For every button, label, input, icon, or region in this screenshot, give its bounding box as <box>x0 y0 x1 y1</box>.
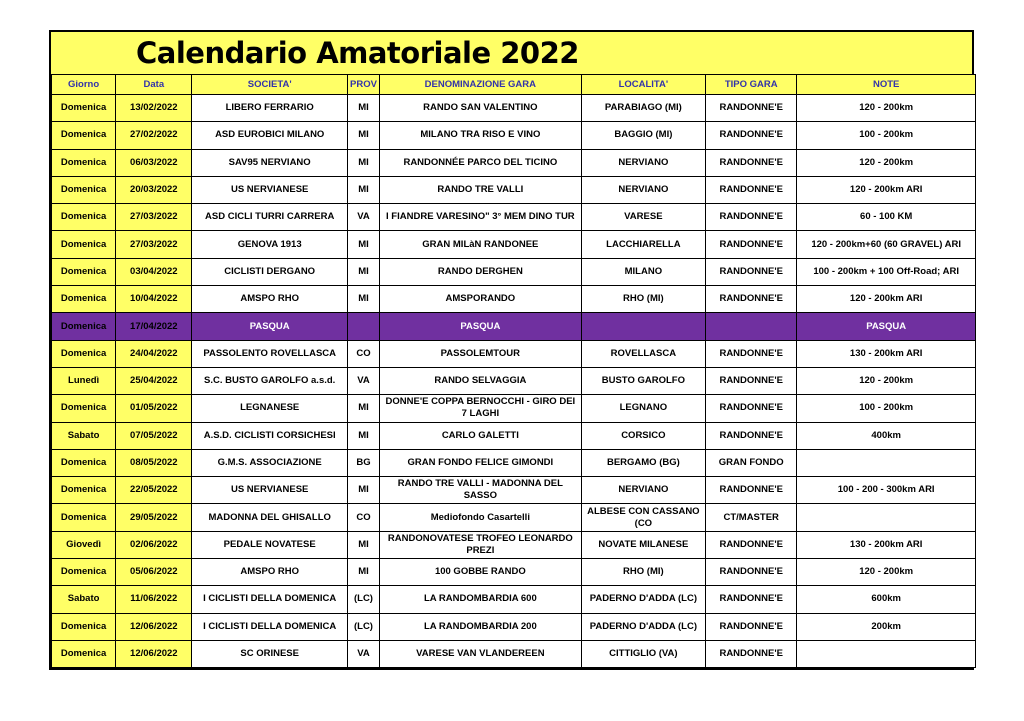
cell-day: Domenica <box>52 477 116 504</box>
table-row <box>52 313 976 340</box>
cell-day: Domenica <box>52 95 116 122</box>
table-row <box>52 586 976 613</box>
cell-prov: MI <box>347 531 379 558</box>
header-localita: LOCALITA' <box>581 75 705 95</box>
cell-tipo-gara: CT/MASTER <box>706 504 797 531</box>
cell-date: 20/03/2022 <box>116 176 192 203</box>
cell-localita: RHO (MI) <box>581 286 705 313</box>
cell-note: PASQUA <box>797 313 976 340</box>
cell-date: 24/04/2022 <box>116 340 192 367</box>
cell-localita: ROVELLASCA <box>581 340 705 367</box>
cell-localita: ALBESE CON CASSANO (CO <box>581 504 705 531</box>
cell-note: 100 - 200km + 100 Off-Road; ARI <box>797 258 976 285</box>
cell-date: 02/06/2022 <box>116 531 192 558</box>
cell-date: 07/05/2022 <box>116 422 192 449</box>
cell-day: Domenica <box>52 313 116 340</box>
cell-prov: MI <box>347 477 379 504</box>
cell-localita: PARABIAGO (MI) <box>581 95 705 122</box>
cell-societa: I CICLISTI DELLA DOMENICA <box>192 586 348 613</box>
header-societa: SOCIETA' <box>192 75 348 95</box>
table-row <box>52 95 976 122</box>
cell-prov: (LC) <box>347 613 379 640</box>
cell-day: Domenica <box>52 258 116 285</box>
cell-localita: LEGNANO <box>581 395 705 422</box>
table-row <box>52 176 976 203</box>
cell-day: Domenica <box>52 504 116 531</box>
cell-prov: CO <box>347 504 379 531</box>
cell-societa: LIBERO FERRARIO <box>192 95 348 122</box>
cell-tipo-gara: RANDONNE'E <box>706 586 797 613</box>
cell-prov: MI <box>347 231 379 258</box>
cell-denominazione: RANDO DERGHEN <box>380 258 582 285</box>
table-row <box>52 367 976 394</box>
cell-day: Domenica <box>52 449 116 476</box>
cell-societa: AMSPO RHO <box>192 559 348 586</box>
cell-localita: PADERNO D'ADDA (LC) <box>581 586 705 613</box>
cell-societa: PASSOLENTO ROVELLASCA <box>192 340 348 367</box>
cell-date: 10/04/2022 <box>116 286 192 313</box>
cell-note: 120 - 200km+60 (60 GRAVEL) ARI <box>797 231 976 258</box>
cell-tipo-gara: GRAN FONDO <box>706 449 797 476</box>
cell-day: Lunedì <box>52 367 116 394</box>
cell-tipo-gara: RANDONNE'E <box>706 477 797 504</box>
cell-prov: VA <box>347 204 379 231</box>
cell-tipo-gara: RANDONNE'E <box>706 149 797 176</box>
cell-date: 29/05/2022 <box>116 504 192 531</box>
cell-day: Domenica <box>52 231 116 258</box>
cell-societa: GENOVA 1913 <box>192 231 348 258</box>
cell-societa: PASQUA <box>192 313 348 340</box>
header-giorno: Giorno <box>52 75 116 95</box>
cell-denominazione: AMSPORANDO <box>380 286 582 313</box>
cell-localita: VARESE <box>581 204 705 231</box>
table-row <box>52 504 976 531</box>
cell-day: Sabato <box>52 586 116 613</box>
cell-date: 08/05/2022 <box>116 449 192 476</box>
cell-day: Domenica <box>52 640 116 667</box>
cell-day: Domenica <box>52 204 116 231</box>
cell-date: 12/06/2022 <box>116 640 192 667</box>
cell-day: Domenica <box>52 395 116 422</box>
cell-denominazione: MILANO TRA RISO E VINO <box>380 122 582 149</box>
cell-denominazione: DONNE'E COPPA BERNOCCHI - GIRO DEI 7 LAGHI <box>380 395 582 422</box>
cell-denominazione: LA RANDOMBARDIA 600 <box>380 586 582 613</box>
table-row <box>52 477 976 504</box>
cell-societa: AMSPO RHO <box>192 286 348 313</box>
cell-societa: G.M.S. ASSOCIAZIONE <box>192 449 348 476</box>
cell-note: 120 - 200km ARI <box>797 176 976 203</box>
cell-note: 120 - 200km ARI <box>797 286 976 313</box>
cell-prov: MI <box>347 122 379 149</box>
cell-prov <box>347 313 379 340</box>
cell-note: 120 - 200km <box>797 149 976 176</box>
cell-note: 100 - 200km <box>797 395 976 422</box>
cell-note: 130 - 200km ARI <box>797 531 976 558</box>
cell-denominazione: VARESE VAN VLANDEREEN <box>380 640 582 667</box>
cell-tipo-gara: RANDONNE'E <box>706 531 797 558</box>
cell-date: 25/04/2022 <box>116 367 192 394</box>
cell-societa: SAV95 NERVIANO <box>192 149 348 176</box>
cell-tipo-gara: RANDONNE'E <box>706 204 797 231</box>
cell-localita: NOVATE MILANESE <box>581 531 705 558</box>
cell-societa: S.C. BUSTO GAROLFO a.s.d. <box>192 367 348 394</box>
cell-prov: VA <box>347 367 379 394</box>
cell-societa: CICLISTI DERGANO <box>192 258 348 285</box>
cell-localita: BERGAMO (BG) <box>581 449 705 476</box>
cell-note <box>797 449 976 476</box>
page-title: Calendario Amatoriale 2022 <box>136 36 579 70</box>
header-data: Data <box>116 75 192 95</box>
cell-localita: CORSICO <box>581 422 705 449</box>
cell-prov: MI <box>347 286 379 313</box>
cell-date: 17/04/2022 <box>116 313 192 340</box>
table-row <box>52 395 976 422</box>
cell-tipo-gara: RANDONNE'E <box>706 422 797 449</box>
cell-note: 120 - 200km <box>797 367 976 394</box>
cell-denominazione: 100 GOBBE RANDO <box>380 559 582 586</box>
cell-tipo-gara: RANDONNE'E <box>706 176 797 203</box>
header-tipo-gara: TIPO GARA <box>706 75 797 95</box>
cell-note: 200km <box>797 613 976 640</box>
table-row <box>52 149 976 176</box>
cell-denominazione: PASQUA <box>380 313 582 340</box>
cell-tipo-gara: RANDONNE'E <box>706 258 797 285</box>
cell-prov: MI <box>347 176 379 203</box>
cell-tipo-gara: RANDONNE'E <box>706 613 797 640</box>
cell-denominazione: PASSOLEMTOUR <box>380 340 582 367</box>
cell-denominazione: RANDO SAN VALENTINO <box>380 95 582 122</box>
table-row <box>52 613 976 640</box>
cell-tipo-gara: RANDONNE'E <box>706 367 797 394</box>
cell-societa: US NERVIANESE <box>192 477 348 504</box>
table-row <box>52 122 976 149</box>
cell-date: 13/02/2022 <box>116 95 192 122</box>
cell-date: 22/05/2022 <box>116 477 192 504</box>
cell-date: 01/05/2022 <box>116 395 192 422</box>
cell-tipo-gara: RANDONNE'E <box>706 122 797 149</box>
cell-denominazione: CARLO GALETTI <box>380 422 582 449</box>
cell-prov: CO <box>347 340 379 367</box>
cell-tipo-gara <box>706 313 797 340</box>
cell-societa: LEGNANESE <box>192 395 348 422</box>
table-row <box>52 449 976 476</box>
cell-denominazione: LA RANDOMBARDIA 200 <box>380 613 582 640</box>
cell-day: Sabato <box>52 422 116 449</box>
title-bar <box>49 30 974 74</box>
cell-prov: MI <box>347 149 379 176</box>
table-row <box>52 286 976 313</box>
table-row <box>52 422 976 449</box>
cell-prov: VA <box>347 640 379 667</box>
cell-denominazione: RANDO SELVAGGIA <box>380 367 582 394</box>
cell-date: 11/06/2022 <box>116 586 192 613</box>
cell-tipo-gara: RANDONNE'E <box>706 95 797 122</box>
cell-denominazione: GRAN FONDO FELICE GIMONDI <box>380 449 582 476</box>
cell-note <box>797 504 976 531</box>
table-row <box>52 340 976 367</box>
cell-note: 120 - 200km <box>797 95 976 122</box>
cell-note: 60 - 100 KM <box>797 204 976 231</box>
cell-denominazione: RANDONOVATESE TROFEO LEONARDO PREZI <box>380 531 582 558</box>
cell-tipo-gara: RANDONNE'E <box>706 559 797 586</box>
cell-tipo-gara: RANDONNE'E <box>706 340 797 367</box>
cell-day: Domenica <box>52 340 116 367</box>
cell-prov: MI <box>347 395 379 422</box>
cell-note: 400km <box>797 422 976 449</box>
cell-date: 27/03/2022 <box>116 231 192 258</box>
table-row <box>52 204 976 231</box>
header-row <box>52 75 976 95</box>
cell-societa: ASD EUROBICI MILANO <box>192 122 348 149</box>
header-prov: PROV <box>347 75 379 95</box>
cell-note: 130 - 200km ARI <box>797 340 976 367</box>
cell-note: 100 - 200 - 300km ARI <box>797 477 976 504</box>
cell-prov: (LC) <box>347 586 379 613</box>
cell-note: 100 - 200km <box>797 122 976 149</box>
cell-date: 12/06/2022 <box>116 613 192 640</box>
cell-denominazione: I FIANDRE VARESINO" 3° MEM DINO TUR <box>380 204 582 231</box>
cell-societa: I CICLISTI DELLA DOMENICA <box>192 613 348 640</box>
cell-societa: ASD CICLI TURRI CARRERA <box>192 204 348 231</box>
cell-localita: NERVIANO <box>581 477 705 504</box>
calendar-sheet <box>49 30 974 670</box>
cell-prov: BG <box>347 449 379 476</box>
cell-prov: MI <box>347 422 379 449</box>
cell-prov: MI <box>347 258 379 285</box>
cell-localita: LACCHIARELLA <box>581 231 705 258</box>
cell-tipo-gara: RANDONNE'E <box>706 286 797 313</box>
cell-denominazione: RANDO TRE VALLI - MADONNA DEL SASSO <box>380 477 582 504</box>
cell-note <box>797 640 976 667</box>
cell-prov: MI <box>347 95 379 122</box>
cell-tipo-gara: RANDONNE'E <box>706 231 797 258</box>
cell-day: Domenica <box>52 613 116 640</box>
cell-denominazione: GRAN MILàN RANDONEE <box>380 231 582 258</box>
cell-localita: BUSTO GAROLFO <box>581 367 705 394</box>
cell-note: 600km <box>797 586 976 613</box>
cell-societa: SC ORINESE <box>192 640 348 667</box>
cell-date: 06/03/2022 <box>116 149 192 176</box>
cell-date: 27/03/2022 <box>116 204 192 231</box>
cell-localita <box>581 313 705 340</box>
table-row <box>52 640 976 667</box>
header-note: NOTE <box>797 75 976 95</box>
cell-day: Domenica <box>52 286 116 313</box>
cell-day: Domenica <box>52 559 116 586</box>
cell-day: Domenica <box>52 176 116 203</box>
cell-tipo-gara: RANDONNE'E <box>706 640 797 667</box>
cell-localita: NERVIANO <box>581 176 705 203</box>
cell-denominazione: RANDO TRE VALLI <box>380 176 582 203</box>
cell-societa: A.S.D. CICLISTI CORSICHESI <box>192 422 348 449</box>
calendar-table <box>51 74 976 668</box>
cell-prov: MI <box>347 559 379 586</box>
cell-date: 03/04/2022 <box>116 258 192 285</box>
cell-day: Domenica <box>52 122 116 149</box>
cell-societa: PEDALE NOVATESE <box>192 531 348 558</box>
table-row <box>52 231 976 258</box>
cell-date: 05/06/2022 <box>116 559 192 586</box>
cell-localita: BAGGIO (MI) <box>581 122 705 149</box>
cell-societa: US NERVIANESE <box>192 176 348 203</box>
cell-denominazione: Mediofondo Casartelli <box>380 504 582 531</box>
cell-day: Giovedì <box>52 531 116 558</box>
cell-localita: PADERNO D'ADDA (LC) <box>581 613 705 640</box>
cell-localita: CITTIGLIO (VA) <box>581 640 705 667</box>
cell-date: 27/02/2022 <box>116 122 192 149</box>
table-row <box>52 559 976 586</box>
table-frame <box>49 74 974 670</box>
cell-day: Domenica <box>52 149 116 176</box>
cell-localita: NERVIANO <box>581 149 705 176</box>
cell-denominazione: RANDONNÉE PARCO DEL TICINO <box>380 149 582 176</box>
cell-localita: RHO (MI) <box>581 559 705 586</box>
header-denominazione: DENOMINAZIONE GARA <box>380 75 582 95</box>
table-row <box>52 531 976 558</box>
cell-societa: MADONNA DEL GHISALLO <box>192 504 348 531</box>
cell-note: 120 - 200km <box>797 559 976 586</box>
cell-tipo-gara: RANDONNE'E <box>706 395 797 422</box>
table-row <box>52 258 976 285</box>
cell-localita: MILANO <box>581 258 705 285</box>
